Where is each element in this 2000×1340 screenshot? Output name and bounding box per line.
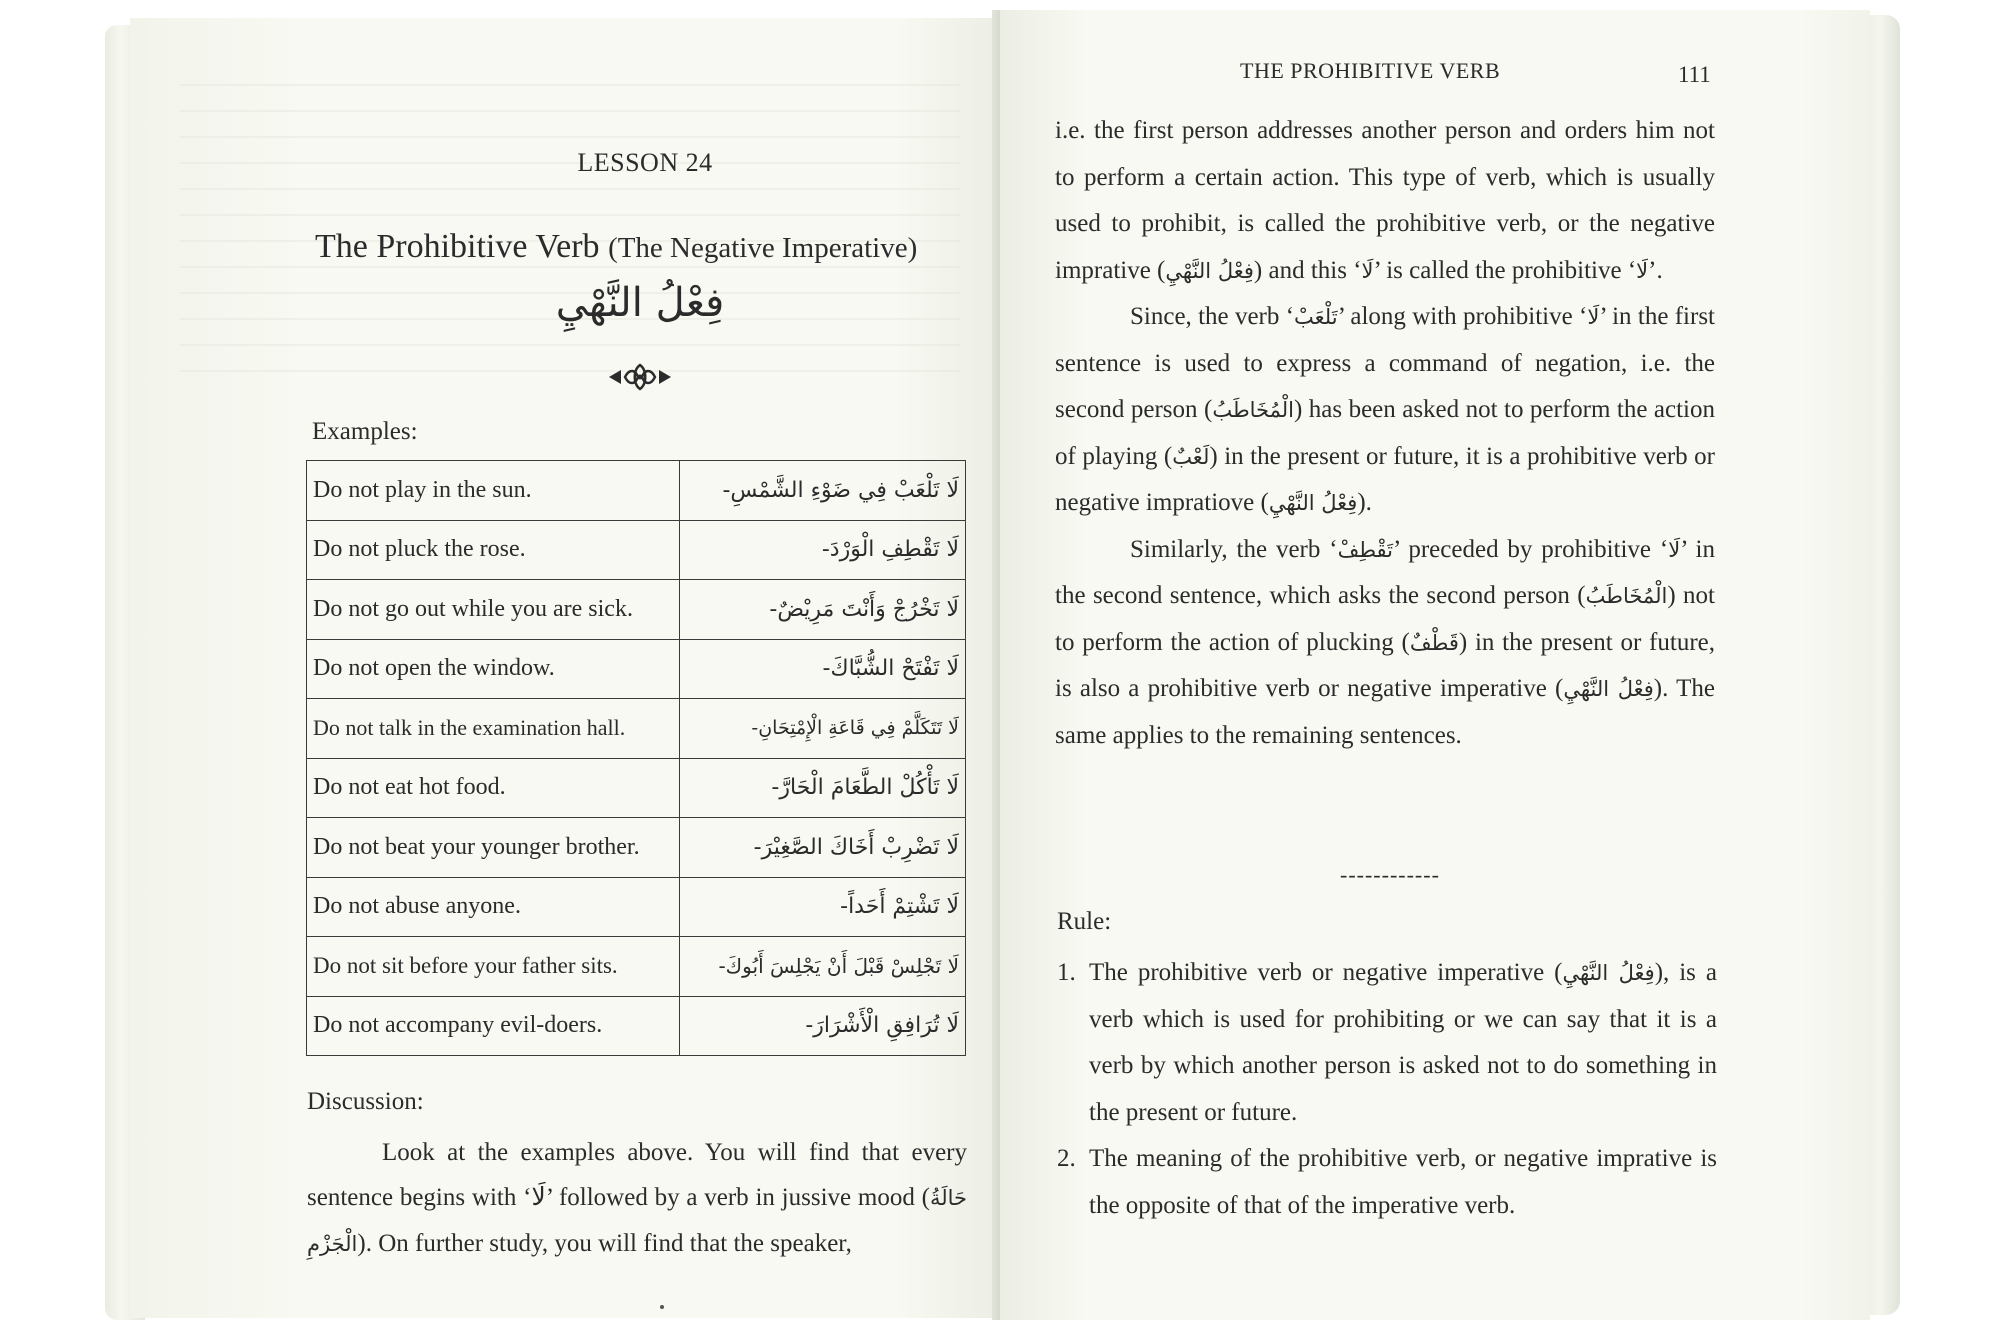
rule2-text: The meaning of the prohibitive verb, or negative imprative is the opposite of that of the imperative verb. [1089,1145,1717,1219]
example-arabic: لَا تَقْطِفِ الْوَرْدَ- [680,520,966,580]
example-english: Do not sit before your father sits. [307,937,680,997]
examples-table [306,460,966,1056]
paragraph-3 [1055,527,1715,760]
p2-text-c: ’ in the first sentence is used to express a command of negation, i.e. the second person ( [1055,303,1715,423]
example-english: Do not open the window. [307,639,680,699]
p3-arabic-1: تَقْطِفْ [1337,537,1394,562]
p2-text-f: ). [1357,489,1372,516]
table-row [307,461,966,521]
p3-arabic-2: لَا [1668,537,1681,562]
example-arabic: لَا تَضْرِبْ أَخَاكَ الصَّغِيْرَ- [680,818,966,878]
p1-text-d: ’. [1648,256,1663,284]
example-arabic: لَا تَجْلِسْ قَبْلَ أَنْ يَجْلِسَ أَبُوكَ- [680,937,966,997]
discussion-text-start: Look at the examples above. You will find that every sentence begins with ‘لَا’ followed by a verb in jussive mood ( [307,1139,967,1211]
section-separator: ------------ [1340,862,1440,887]
discussion-text-end: ). On further study, you will find that the speaker, [357,1230,852,1257]
p2-text-a: Since, the verb ‘ [1130,303,1295,330]
table-row [307,520,966,580]
p3-text-d: ) not to perform the action of plucking ( [1055,582,1715,656]
example-arabic: لَا تَفْتَحْ الشُّبَّاكَ- [680,639,966,699]
p2-arabic-2: لَا [1587,305,1600,329]
discussion-paragraph [307,1130,967,1267]
example-english: Do not accompany evil-doers. [307,996,680,1056]
example-english: Do not go out while you are sick. [307,580,680,640]
p3-text-e: ) in the present or future, is also a prohibitive verb or negative imperative ( [1055,628,1715,702]
p2-text-b: ’ along with prohibitive ‘ [1337,303,1588,330]
p3-text-b: ’ preceded by prohibitive ‘ [1393,535,1669,563]
rule-number: 2. [1057,1145,1076,1172]
rule-number: 1. [1057,959,1076,986]
paragraph-1 [1055,108,1715,294]
paragraph-2 [1055,294,1715,527]
p3-arabic-3: الْمُخَاطَبُ [1585,584,1668,608]
running-head: THE PROHIBITIVE VERB [1240,58,1501,83]
p1-text-c: ’ is called the prohibitive ‘ [1373,256,1637,284]
heading-arabic: فِعْلُ النَّهْيِ [555,280,725,326]
p2-text-e: ) in the present or future, it is a prohibitive verb or negative impratiove ( [1055,442,1715,516]
page-number: 111 [1678,62,1711,87]
table-row [307,996,966,1056]
example-arabic: لَا تَتَكَلَّمْ فِي قَاعَةِ الْإِمْتِحَانِ- [680,699,966,759]
ornament-icon [605,362,675,392]
p2-arabic-4: لَعْبٌ [1172,444,1210,469]
rule-label: Rule: [1057,908,1112,935]
page-speck [660,1305,664,1309]
lesson-title: LESSON 24 [577,148,713,177]
p1-arabic-1: فِعْلُ النَّهْيِ [1165,258,1254,283]
table-row [307,877,966,937]
table-row [307,818,966,878]
p3-arabic-4: قَطْفٌ [1409,630,1459,655]
heading-subtitle: (The Negative Imperative) [608,232,918,264]
discussion-arabic-term: حَالَةُ الْجَزْمِ [307,1186,967,1256]
p1-arabic-3: لَا [1636,258,1649,283]
list-item [1057,950,1717,1136]
table-row [307,639,966,699]
p2-arabic-3: الْمُخَاطَبُ [1212,398,1294,422]
rule1-arabic: فِعْلُ النَّهْيِ [1562,961,1655,985]
rule1-text-a: The prohibitive verb or negative imperative ( [1089,959,1563,986]
discussion-label: Discussion: [307,1088,424,1115]
p3-text-c: ’ in the second sentence, which asks the second person ( [1055,535,1715,609]
example-arabic: لَا تَشْتِمْ أَحَداً- [680,877,966,937]
p2-text-d: ) has been asked not to perform the action of playing ( [1055,396,1715,470]
p1-text-b: ) and this ‘ [1253,256,1362,284]
table-row [307,937,966,997]
p2-arabic-5: فِعْلُ النَّهْيِ [1268,491,1358,515]
example-english: Do not abuse anyone. [307,877,680,937]
p3-text-f: ). The same applies to the remaining sentences. [1055,675,1715,749]
p2-arabic-1: تَلْعَبْ [1294,305,1338,329]
example-arabic: لَا تَلْعَبْ فِي ضَوْءِ الشَّمْسِ- [680,461,966,521]
rule1-text-b: ), is a verb which is used for prohibiting or we can say that it is a verb by which another person is asked not to do something in the present or future. [1089,959,1717,1126]
table-row [307,758,966,818]
example-arabic: لَا تَخْرُجْ وَأَنْتَ مَرِيْضٌ- [680,580,966,640]
p3-arabic-5: فِعْلُ النَّهْيِ [1563,677,1654,701]
example-english: Do not play in the sun. [307,461,680,521]
lesson-heading [315,228,975,266]
example-english: Do not beat your younger brother. [307,818,680,878]
p3-text-a: Similarly, the verb ‘ [1130,535,1338,563]
example-english: Do not talk in the examination hall. [307,699,680,759]
heading-main: The Prohibitive Verb [315,228,600,265]
rule-list [1057,950,1717,1229]
example-english: Do not eat hot food. [307,758,680,818]
table-row [307,699,966,759]
example-arabic: لَا تُرَافِقِ الْأَشْرَارَ- [680,996,966,1056]
examples-label: Examples: [312,418,418,445]
p1-text-a: i.e. the first person addresses another person and orders him not to perform a certain action. This type of verb, which is usually used to prohibit, is called the prohibitive verb, or the negative imprative ( [1055,117,1715,284]
right-page-body [1055,108,1715,759]
list-item [1057,1136,1717,1229]
example-arabic: لَا تَأْكُلْ الطَّعَامَ الْحَارَّ- [680,758,966,818]
example-english: Do not pluck the rose. [307,520,680,580]
table-row [307,580,966,640]
p1-arabic-2: لَا [1361,258,1374,283]
